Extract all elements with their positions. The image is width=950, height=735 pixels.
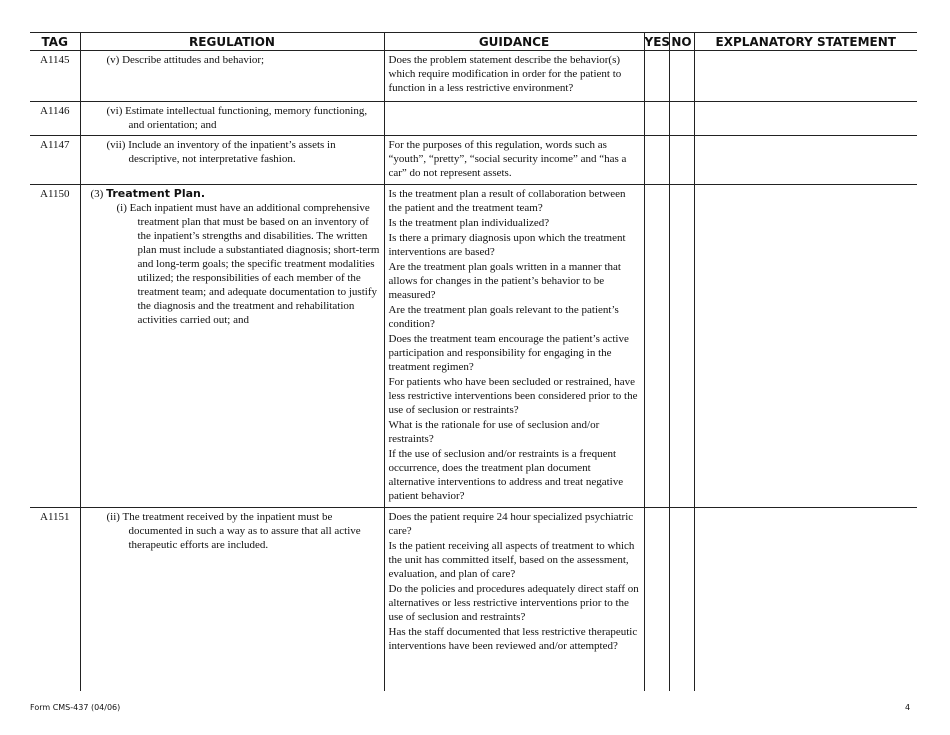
explanatory-cell[interactable] <box>694 185 917 508</box>
guidance-text: Are the treatment plan goals written in a manner that allows for changes in the patient’s behavior to be measured? <box>388 261 621 301</box>
no-cell[interactable] <box>669 185 694 508</box>
explanatory-cell[interactable] <box>694 508 917 691</box>
guidance-text: Are the treatment plan goals relevant to the patient’s condition? <box>388 304 619 330</box>
page-number: 4 <box>905 703 911 712</box>
guidance-cell <box>384 51 644 102</box>
tag-cell: A1145 <box>30 51 80 102</box>
regulation-text: (vi) Estimate intellectual functioning, memory functioning, and orientation; and <box>106 105 368 131</box>
yes-cell[interactable] <box>644 136 669 185</box>
explanatory-cell[interactable] <box>694 136 917 185</box>
regulation-cell <box>80 102 384 136</box>
guidance-text: Is there a primary diagnosis upon which the treatment interventions are based? <box>388 232 626 258</box>
guidance-text: Is the treatment plan a result of collaboration between the patient and the treatment team? <box>388 188 626 214</box>
table-header-row <box>30 33 917 51</box>
tag-cell: A1151 <box>40 511 70 523</box>
yes-cell[interactable] <box>644 102 669 136</box>
table-row <box>30 102 917 136</box>
header-no: NO <box>669 33 694 51</box>
table-row <box>30 508 917 691</box>
guidance-cell <box>384 136 644 185</box>
section-title: Treatment Plan. <box>106 187 206 200</box>
header-tag: TAG <box>30 33 80 51</box>
header-guidance: GUIDANCE <box>384 33 644 51</box>
yes-cell[interactable] <box>644 185 669 508</box>
guidance-text: What is the rationale for use of seclusion and/or restraints? <box>388 419 600 445</box>
table-row <box>30 51 917 102</box>
guidance-cell <box>384 102 644 136</box>
guidance-text: For patients who have been secluded or restrained, have less restrictive interventions been considered prior to the use of seclusion or restraints? <box>388 376 638 416</box>
guidance-text: For the purposes of this regulation, words such as “youth”, “pretty”, “social security income” and “has a car” do not represent assets. <box>388 139 627 179</box>
guidance-text: Does the treatment team encourage the patient’s active participation and responsibility for engaging in the treatment regimen? <box>388 333 629 373</box>
tag-cell: A1147 <box>30 136 80 185</box>
yes-cell[interactable] <box>644 51 669 102</box>
regulation-text: (ii) The treatment received by the inpatient must be documented in such a way as to assure that all active therapeutic efforts are included. <box>106 511 361 551</box>
guidance-text: Is the treatment plan individualized? <box>388 217 550 229</box>
header-explanatory: EXPLANATORY STATEMENT <box>694 33 917 51</box>
regulation-cell <box>80 136 384 185</box>
section-number: (3) <box>90 188 104 200</box>
no-cell[interactable] <box>669 51 694 102</box>
guidance-text: Does the patient require 24 hour specialized psychiatric care? <box>388 511 634 537</box>
no-cell[interactable] <box>669 136 694 185</box>
regulation-text: (vii) Include an inventory of the inpatient’s assets in descriptive, not interpretative fashion. <box>106 139 336 165</box>
guidance-text: If the use of seclusion and/or restraints is a frequent occurrence, does the treatment plan document alternative interventions to address and treat negative patient behavior? <box>388 448 624 502</box>
header-regulation: REGULATION <box>80 33 384 51</box>
explanatory-cell[interactable] <box>694 102 917 136</box>
no-cell[interactable] <box>669 102 694 136</box>
form-number: Form CMS-437 (04/06) <box>30 703 121 712</box>
explanatory-cell[interactable] <box>694 51 917 102</box>
yes-cell[interactable] <box>644 508 669 691</box>
guidance-text: Has the staff documented that less restrictive therapeutic interventions have been reviewed and/or attempted? <box>388 626 638 652</box>
table-row <box>30 185 917 508</box>
regulation-table <box>30 32 917 691</box>
regulation-text: (i) Each inpatient must have an additional comprehensive treatment plan that must be based on an inventory of the inpatient’s strengths and disabilities. The written plan must include a substantiated diagnosis; short-term and long-term goals; the specific treatment modalities utilized; the responsibilities of each member of the treatment team; and adequate documentation to justify the diagnosis and the treatment and rehabilitation activities carried out; and <box>116 202 380 326</box>
guidance-text: Is the patient receiving all aspects of treatment to which the unit has committed itself, based on the assessment, evaluation, and plan of care? <box>388 540 635 580</box>
tag-cell: A1146 <box>30 102 80 136</box>
guidance-cell <box>384 508 644 691</box>
regulation-cell <box>80 51 384 102</box>
guidance-text: Do the policies and procedures adequately direct staff on alternatives or less restrictive interventions prior to the use of seclusion and restraints? <box>388 583 639 623</box>
table-row <box>30 136 917 185</box>
guidance-text: Does the problem statement describe the behavior(s) which require modification in order for the patient to function in a less restrictive environment? <box>388 54 622 94</box>
tag-cell: A1150 <box>30 185 80 508</box>
header-yes: YES <box>644 34 671 49</box>
regulation-text: (v) Describe attitudes and behavior; <box>106 54 265 66</box>
regulation-cell <box>80 508 384 691</box>
no-cell[interactable] <box>669 508 694 691</box>
regulation-cell <box>80 185 384 508</box>
section-heading <box>91 187 380 201</box>
guidance-cell <box>384 185 644 508</box>
